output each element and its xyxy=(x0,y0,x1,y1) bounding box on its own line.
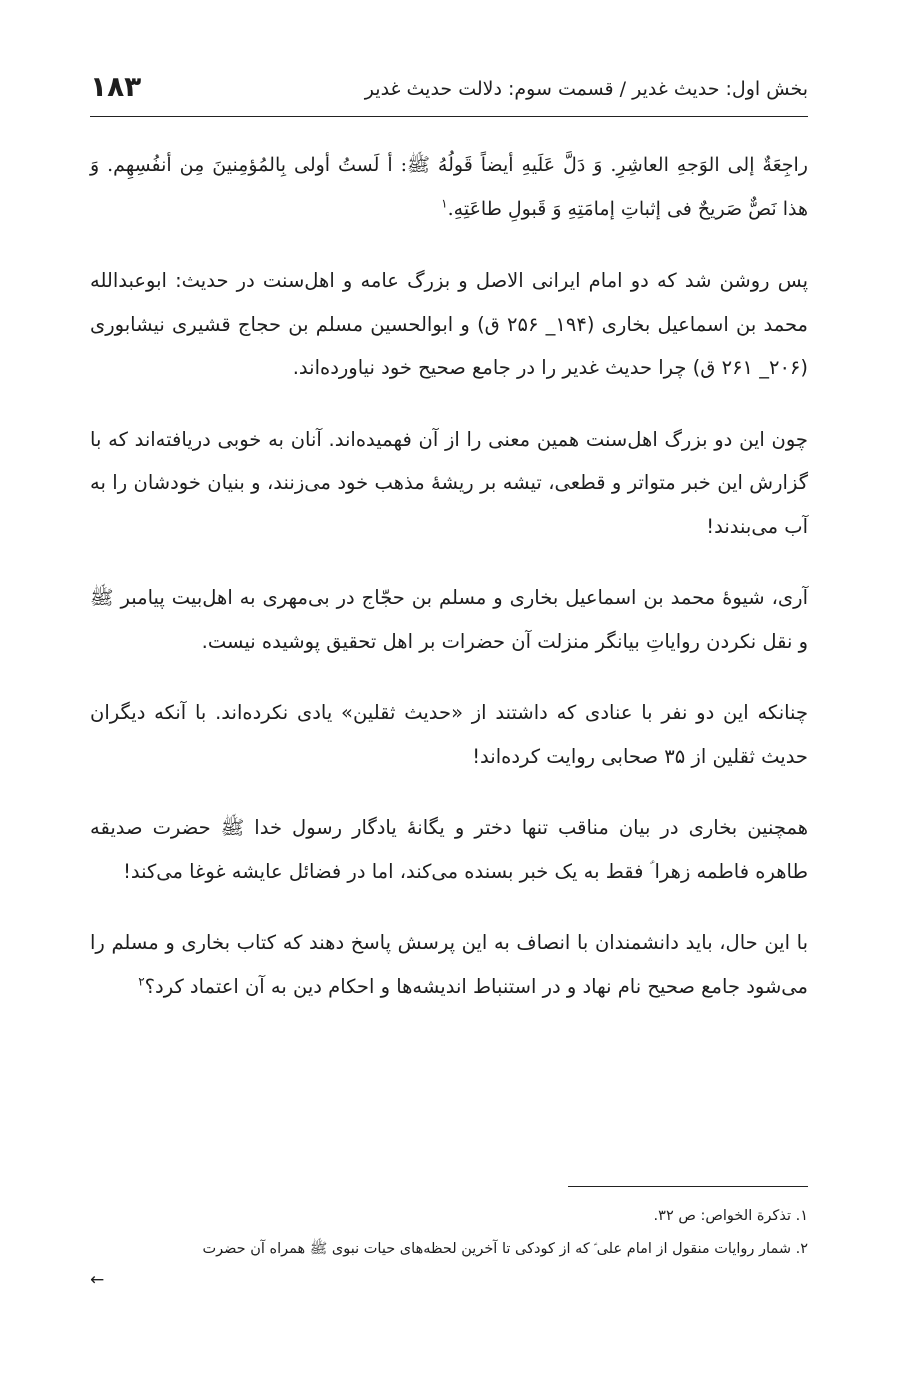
paragraph: چون این دو بزرگ اهل‌سنت همین معنی را از آن فهمیده‌اند. آنان به خوبی دریافته‌اند که با گزارش این خبر متواتر و قطعی، تیشه بر ریشهٔ مذهب خود می‌زنند، و بنیان خودشان را به آب می‌بندند! xyxy=(90,427,808,538)
footnote-2: ۲. شمار روایات منقول از امام علی ؑ که از کودکی تا آخرین لحظه‌های حیات نبوی ﷺ همراه آن حضرت xyxy=(202,1241,808,1257)
footnotes xyxy=(90,1200,808,1266)
paragraph-text: با این حال، باید دانشمندان با انصاف به این پرسش پاسخ دهند که کتاب بخاری و مسلم را می‌شود جامع صحیح نام نهاد و در استنباط اندیشه‌ها و احکام دین به آن اعتماد کرد؟ xyxy=(90,931,808,998)
paragraph: آری، شیوهٔ محمد بن اسماعیل بخاری و مسلم بن حجّاج در بی‌مهری به اهل‌بیت پیامبر ﷺ و نقل نکردن روایاتِ بیانگر منزلت آن حضرات بر اهل تحقیق پوشیده نیست. xyxy=(90,586,808,653)
header-divider xyxy=(90,116,808,117)
paragraph: همچنین بخاری در بیان مناقب تنها دختر و یگانهٔ یادگار رسول خدا ﷺ حضرت صدیقه طاهره فاطمه زهرا ؑ فقط به یک خبر بسنده می‌کند، اما در فضائل عایشه غوغا می‌کند! xyxy=(90,816,808,883)
footnote-1: ۱. تذکرة الخواص: ص ۳۲. xyxy=(653,1208,808,1224)
paragraph-last xyxy=(90,921,808,1008)
main-text xyxy=(90,144,808,1036)
page-number: ۱۸۳ xyxy=(90,70,142,103)
paragraph: پس روشن شد که دو امام ایرانی الاصل و بزرگ عامه و اهل‌سنت در حدیث: ابوعبدالله محمد بن اسماعیل بخاری (۱۹۴_ ۲۵۶ ق) و ابوالحسین مسلم بن حجاج قشیری نیشابوری (۲۰۶_ ۲۶۱ ق) چرا حدیث غدیر را در جامع صحیح خود نیاورده‌اند. xyxy=(90,269,808,379)
footnote-divider xyxy=(568,1186,808,1187)
footnote-marker-1: ۱ xyxy=(441,196,448,211)
paragraph: چنانکه این دو نفر با عنادی که داشتند از «حدیث ثقلین» یادی نکرده‌اند. با آنکه دیگران حدیث ثقلین از ۳۵ صحابی روایت کرده‌اند! xyxy=(90,701,808,768)
running-header-title: بخش اول: حدیث غدیر / قسمت سوم: دلالت حدیث غدیر xyxy=(364,78,808,100)
paragraph-arabic-quote xyxy=(90,144,808,231)
paragraph-text: راجِعَةٌ إلی الوَجهِ العاشِرِ. وَ دَلَّ عَلَیهِ أیضاً قَولُهُ ﷺ: أ لَستُ أولی بِالمُؤمِنینَ مِن أنفُسِهِم. وَ هذا نَصٌّ صَریحٌ فی إثباتِ إمامَتِهِ وَ قَبولِ طاعَتِهِ. xyxy=(90,154,808,220)
footnote-marker-2: ۲ xyxy=(138,974,145,988)
continuation-arrow-icon: ← xyxy=(90,1270,105,1290)
